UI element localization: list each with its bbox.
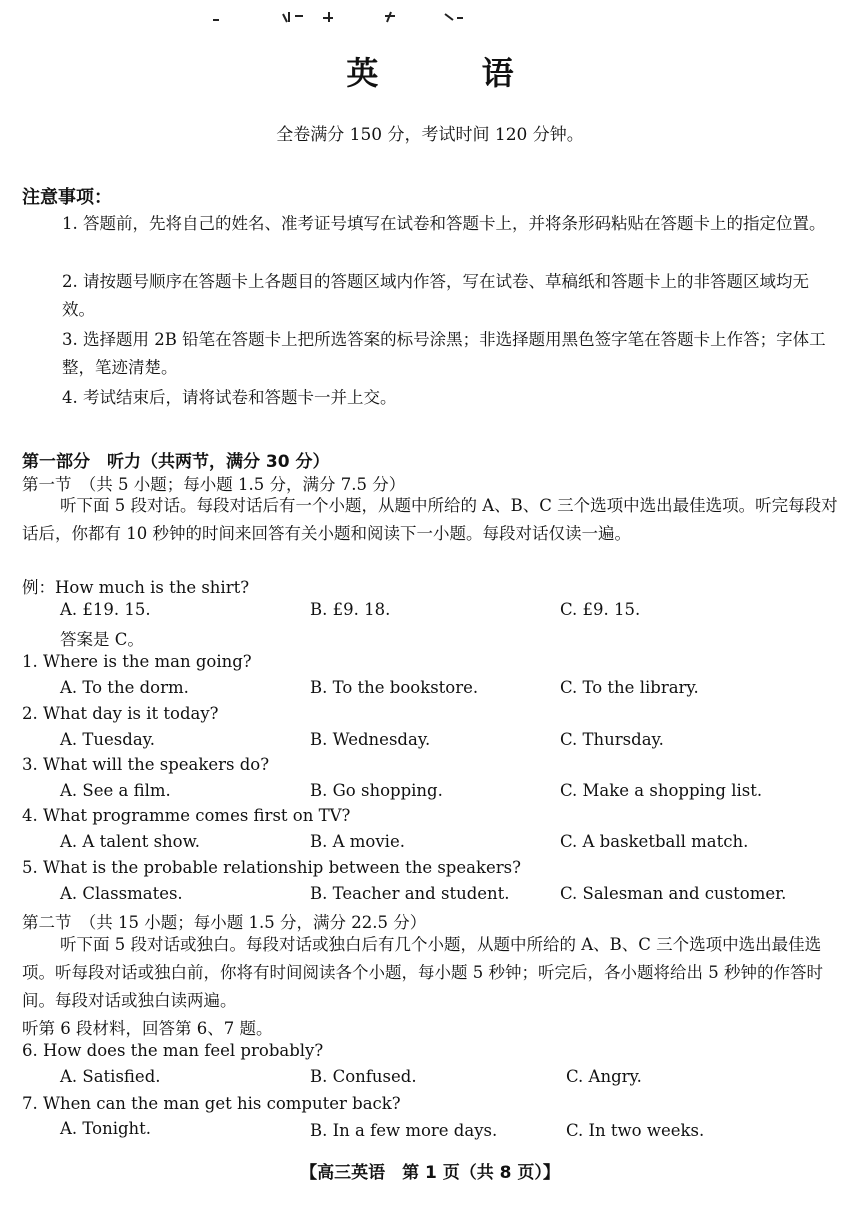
q6-option-a: A. Satisfied. (60, 1067, 161, 1086)
section2-instructions: 听下面 5 段对话或独白。每段对话或独白后有几个小题，从题中所给的 A、B、C 三个选项中选出最佳选项。听每段对话或独白前，你将有时间阅读各个小题，每小题 5 秒钟；听完后，各小题将给出 5 秒钟的作答时间。每段对话或独白读两遍。 (22, 935, 823, 1010)
q2-option-a: A. Tuesday. (60, 730, 156, 749)
example-question: 例：How much is the shirt? (22, 578, 250, 597)
q7-option-c: C. In two weeks. (566, 1121, 705, 1140)
question-2: 2. What day is it today? (22, 704, 219, 723)
question-7: 7. When can the man get his computer back? (22, 1094, 401, 1113)
notice-item: 2. 请按题号顺序在答题卡上各题目的答题区域内作答，写在试卷、草稿纸和答题卡上的非答题区域均无效。 (62, 272, 809, 319)
material-instruction: 听第 6 段材料，回答第 6、7 题。 (22, 1019, 273, 1038)
exam-title: 英 语 (346, 54, 560, 92)
exam-subtitle: 全卷满分 150 分，考试时间 120 分钟。 (276, 125, 584, 145)
section1-heading: 第一节 （共 5 小题；每小题 1.5 分，满分 7.5 分） (22, 475, 406, 494)
q1-option-a: A. To the dorm. (60, 678, 189, 697)
q2-option-b: B. Wednesday. (310, 730, 431, 749)
q5-option-b: B. Teacher and student. (310, 884, 510, 903)
notice-heading: 注意事项： (22, 187, 112, 208)
q7-option-a: A. Tonight. (60, 1119, 152, 1138)
question-5: 5. What is the probable relationship between the speakers? (22, 858, 521, 877)
q1-option-c: C. To the library. (560, 678, 699, 697)
q4-option-b: B. A movie. (310, 832, 405, 851)
question-6: 6. How does the man feel probably? (22, 1041, 324, 1060)
q2-option-c: C. Thursday. (560, 730, 664, 749)
notice-item: 1. 答题前，先将自己的姓名、准考证号填写在试卷和答题卡上，并将条形码粘贴在答题卡上的指定位置。 (62, 214, 826, 233)
notice-item: 4. 考试结束后，请将试卷和答题卡一并上交。 (62, 388, 397, 407)
q1-option-b: B. To the bookstore. (310, 678, 479, 697)
q5-option-a: A. Classmates. (60, 884, 183, 903)
question-4: 4. What programme comes first on TV? (22, 806, 351, 825)
q3-option-c: C. Make a shopping list. (560, 781, 763, 800)
question-1: 1. Where is the man going? (22, 652, 252, 671)
example-answer: 答案是 C。 (60, 630, 144, 649)
scan-artifact-strokes (205, 8, 475, 24)
question-3: 3. What will the speakers do? (22, 755, 270, 774)
q5-option-c: C. Salesman and customer. (560, 884, 787, 903)
q6-option-c: C. Angry. (566, 1067, 642, 1086)
example-option-c: C. £9. 15. (560, 600, 641, 619)
section1-instructions: 听下面 5 段对话。每段对话后有一个小题，从题中所给的 A、B、C 三个选项中选出最佳选项。听完每段对话后，你都有 10 秒钟的时间来回答有关小题和阅读下一小题。每段对话仅读一遍。 (22, 496, 838, 543)
q3-option-b: B. Go shopping. (310, 781, 443, 800)
part1-heading: 第一部分 听力（共两节，满分 30 分） (22, 452, 330, 472)
q7-option-b: B. In a few more days. (310, 1121, 498, 1140)
q6-option-b: B. Confused. (310, 1067, 417, 1086)
notice-item: 3. 选择题用 2B 铅笔在答题卡上把所选答案的标号涂黑；非选择题用黑色签字笔在答题卡上作答；字体工整，笔迹清楚。 (62, 330, 826, 377)
page-footer: 【高三英语 第 1 页（共 8 页）】 (300, 1163, 560, 1183)
q4-option-a: A. A talent show. (60, 832, 201, 851)
example-option-a: A. £19. 15. (60, 600, 151, 619)
q3-option-a: A. See a film. (60, 781, 171, 800)
q4-option-c: C. A basketball match. (560, 832, 749, 851)
section2-heading: 第二节 （共 15 小题；每小题 1.5 分，满分 22.5 分） (22, 913, 427, 932)
example-option-b: B. £9. 18. (310, 600, 391, 619)
